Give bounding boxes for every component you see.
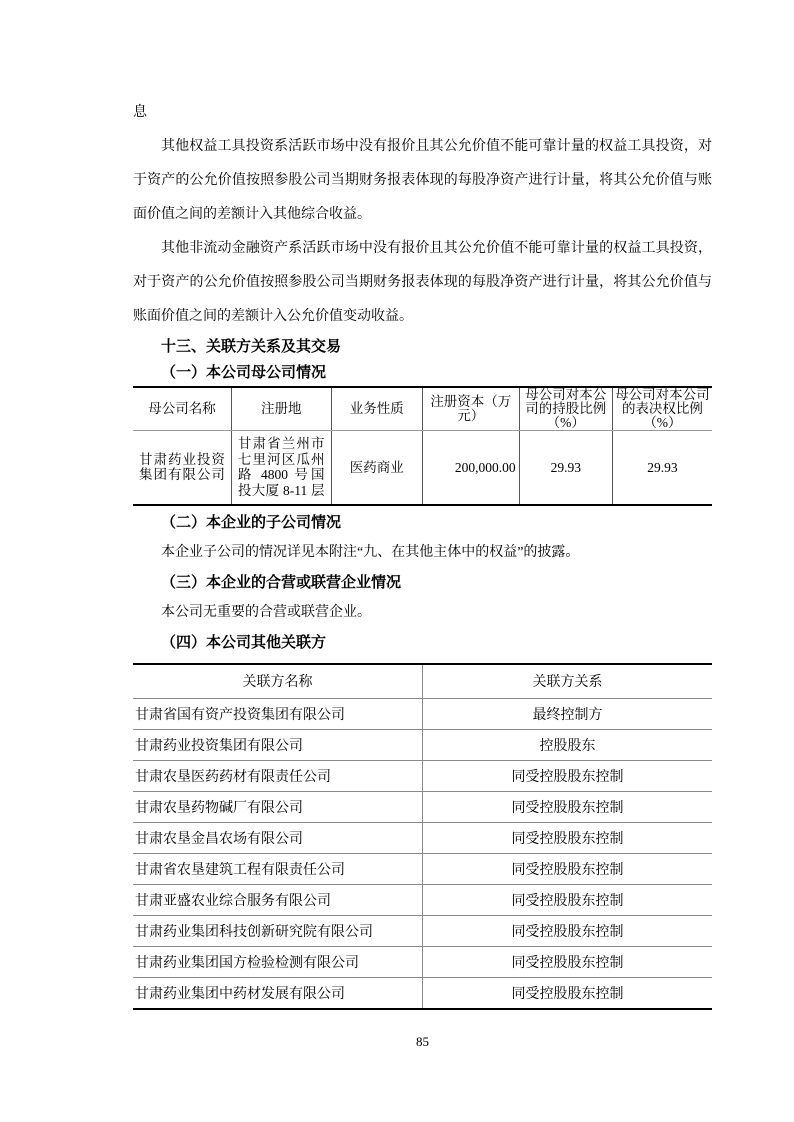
- business-nature-cell: 医药商业: [331, 431, 422, 505]
- related-party-name-cell: 甘肃药业投资集团有限公司: [133, 730, 423, 761]
- column-header: 母公司对本公司的持股比例（%）: [519, 387, 612, 431]
- subsection-4-heading: （四）本公司其他关联方: [161, 634, 327, 651]
- shareholding-ratio-cell: 29.93: [519, 431, 612, 505]
- table-row: [133, 854, 712, 885]
- column-header: 关联方名称: [133, 664, 423, 699]
- column-header: 关联方关系: [532, 675, 603, 691]
- table-row: [133, 947, 712, 978]
- related-party-name-cell: 甘肃农垦金昌农场有限公司: [133, 823, 423, 854]
- subsection-2-heading: （二）本企业的子公司情况: [161, 514, 342, 531]
- paragraph-noncurrent-financial-assets: 其他非流动金融资产系活跃市场中没有报价且其公允价值不能可靠计量的权益工具投资，对于资产的公允价值按照参股公司当期财务报表体现的每股净资产进行计量，将其公允价值与账面价值之间的差额计入公允价值变动收益。: [133, 241, 712, 324]
- table-row: [133, 823, 712, 854]
- table-row: [133, 792, 712, 823]
- subsection-2-body: 本企业子公司的情况详见本附注“九、在其他主体中的权益”的披露。: [161, 544, 580, 560]
- column-header: 业务性质: [331, 387, 422, 431]
- column-header: 母公司名称: [133, 387, 231, 431]
- voting-rights-ratio-cell: 29.93: [647, 459, 678, 475]
- section-13-heading: 十三、关联方关系及其交易: [161, 339, 342, 355]
- related-party-name-cell: 甘肃农垦医药药材有限责任公司: [133, 761, 423, 792]
- related-party-relation-cell: 同受控股股东控制: [423, 761, 713, 792]
- related-party-relation-cell: 同受控股股东控制: [423, 978, 713, 1009]
- related-party-name-cell: 甘肃药业集团中药材发展有限公司: [133, 978, 423, 1009]
- related-party-name-cell: 甘肃亚盛农业综合服务有限公司: [133, 885, 423, 916]
- related-parties-header-row: [133, 664, 712, 699]
- subsection-3-heading: （三）本企业的合营或联营企业情况: [161, 574, 402, 591]
- related-party-relation-cell: 同受控股股东控制: [423, 823, 713, 854]
- column-header: 母公司对本公司的表决权比例（%）: [612, 387, 712, 431]
- table-row: [133, 730, 712, 761]
- related-party-relation-cell: 同受控股股东控制: [423, 947, 713, 978]
- column-header: 注册资本（万元）: [422, 387, 519, 431]
- related-party-name-cell: 甘肃省国有资产投资集团有限公司: [133, 699, 423, 730]
- registered-capital-cell: 200,000.00: [422, 431, 519, 505]
- table-row: [133, 978, 712, 1009]
- related-party-relation-cell: 同受控股股东控制: [423, 854, 713, 885]
- related-party-name-cell: 甘肃农垦药物碱厂有限公司: [133, 792, 423, 823]
- paragraph-fragment: 息: [133, 105, 147, 120]
- parent-company-table: [133, 386, 712, 506]
- page-number: 85: [416, 1033, 429, 1049]
- paragraph-equity-instrument-investments: 其他权益工具投资系活跃市场中没有报价且其公允价值不能可靠计量的权益工具投资，对于资产的公允价值按照参股公司当期财务报表体现的每股净资产进行计量，将其公允价值与账面价值之间的差额计入其他综合收益。: [133, 139, 712, 222]
- subsection-1-heading: （一）本公司母公司情况: [161, 365, 327, 381]
- column-header: 注册地: [231, 387, 331, 431]
- related-party-name-cell: 甘肃药业集团科技创新研究院有限公司: [133, 916, 423, 947]
- parent-company-name-cell: 甘肃药业投资集团有限公司: [133, 431, 231, 505]
- table-row: [133, 431, 712, 505]
- related-party-relation-cell: 同受控股股东控制: [423, 792, 713, 823]
- related-parties-table: [133, 663, 712, 1010]
- related-party-relation-cell: 同受控股股东控制: [423, 885, 713, 916]
- related-party-relation-cell: 控股股东: [423, 730, 713, 761]
- related-party-name-cell: 甘肃药业集团国方检验检测有限公司: [133, 947, 423, 978]
- related-party-relation-cell: 同受控股股东控制: [423, 916, 713, 947]
- table-row: [133, 761, 712, 792]
- parent-company-table-header-row: [133, 387, 712, 431]
- related-party-name-cell: 甘肃省农垦建筑工程有限责任公司: [133, 854, 423, 885]
- related-party-relation-cell: 最终控制方: [423, 699, 713, 730]
- table-row: [133, 916, 712, 947]
- table-row: [133, 885, 712, 916]
- registered-address-cell: 甘肃省兰州市七里河区瓜州路 4800 号国投大厦 8-11 层: [231, 431, 331, 505]
- table-row: [133, 699, 712, 730]
- subsection-3-body: 本公司无重要的合营或联营企业。: [161, 604, 371, 620]
